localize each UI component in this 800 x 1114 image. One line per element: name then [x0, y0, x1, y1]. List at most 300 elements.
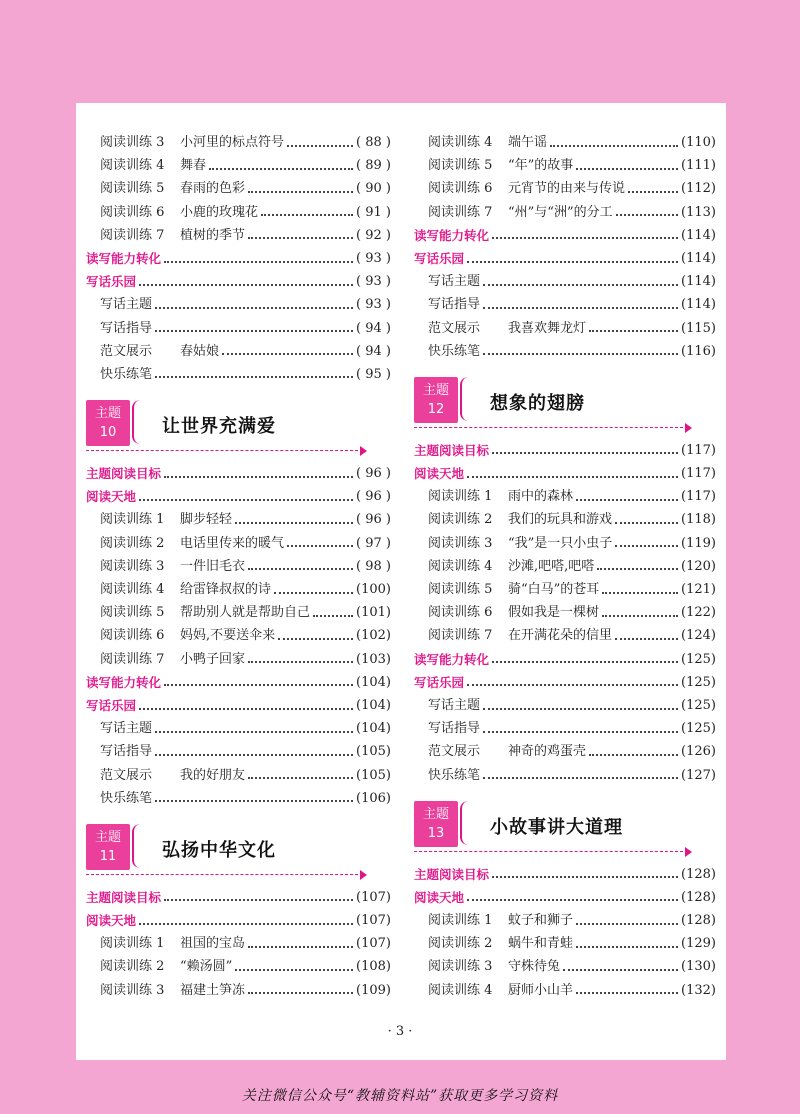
toc-entry-category: 写话指导	[428, 721, 481, 737]
theme-title: 想象的翅膀	[490, 392, 585, 414]
toc-entry-label	[100, 131, 284, 154]
toc-entry-label	[428, 601, 599, 624]
toc-group	[86, 886, 391, 1002]
toc-entry-label	[428, 293, 480, 316]
toc-entry[interactable]	[414, 932, 716, 955]
toc-entry[interactable]	[414, 293, 716, 316]
toc-entry-title: 我们的玩具和游戏	[508, 512, 613, 528]
toc-entry-label	[428, 955, 560, 978]
toc-entry-title: 妈妈,不要送伞来	[180, 628, 276, 644]
toc-entry-label	[100, 340, 219, 363]
dot-leader	[248, 237, 353, 239]
toc-entry-label	[414, 462, 464, 485]
toc-entry-category: 主题阅读目标	[414, 442, 490, 458]
dot-leader	[222, 353, 353, 355]
toc-entry-title: 一件旧毛衣	[180, 558, 246, 574]
dot-leader	[164, 684, 353, 686]
toc-entry-category: 写话主题	[428, 697, 481, 713]
toc-entry[interactable]	[86, 717, 391, 740]
toc-entry-category: 阅读训练 1	[428, 489, 493, 505]
toc-entry-page: (117)	[681, 442, 716, 458]
theme-badge-label: 主题	[94, 829, 121, 845]
dot-leader	[139, 499, 353, 501]
toc-entry-page: (110)	[681, 135, 716, 150]
toc-entry-page: (101)	[356, 605, 391, 621]
toc-entry-page: ( 94 )	[356, 343, 391, 359]
dot-leader	[209, 168, 353, 170]
toc-entry-label	[100, 787, 152, 810]
toc-entry-label	[414, 247, 464, 270]
toc-entry-category: 阅读训练 4	[428, 982, 493, 998]
toc-entry-category: 阅读训练 2	[100, 959, 165, 975]
toc-entry-page: (124)	[681, 628, 716, 644]
toc-entry-page: (105)	[356, 767, 391, 783]
dot-leader	[576, 946, 678, 948]
toc-entry-page: ( 92 )	[356, 227, 391, 243]
toc-entry-page: ( 95 )	[356, 366, 391, 382]
toc-entry[interactable]	[86, 555, 391, 578]
toc-entry[interactable]	[414, 201, 716, 224]
toc-entry-page: (117)	[681, 489, 716, 505]
toc-entry[interactable]	[414, 740, 716, 763]
toc-entry-page: (118)	[681, 512, 716, 528]
toc-section-heading[interactable]	[86, 886, 391, 909]
dashed-arrow-line	[86, 874, 363, 875]
dot-leader	[492, 237, 678, 239]
toc-section-heading[interactable]	[414, 671, 716, 694]
toc-entry-page: ( 96 )	[356, 489, 391, 505]
toc-entry-label	[86, 247, 161, 270]
toc-entry-category: 阅读训练 1	[100, 512, 165, 528]
toc-entry-category: 主题阅读目标	[86, 889, 162, 905]
dot-leader	[483, 731, 678, 733]
toc-entry[interactable]	[414, 717, 716, 740]
toc-entry-title: 在开满花朵的信里	[508, 628, 613, 644]
toc-entry-page: (116)	[681, 343, 716, 359]
toc-entry-page: ( 93 )	[356, 297, 391, 313]
toc-entry-label	[100, 624, 275, 647]
toc-entry[interactable]	[414, 979, 716, 1002]
dot-leader	[589, 330, 678, 332]
toc-entry-page: (121)	[681, 582, 716, 597]
toc-entry-page: (114)	[681, 297, 716, 313]
toc-entry-category: 写话乐园	[86, 274, 137, 290]
toc-entry-label	[100, 363, 152, 386]
arrow-head-icon	[360, 870, 367, 880]
toc-entry-page: ( 93 )	[356, 274, 391, 290]
toc-entry-page: (102)	[356, 628, 391, 644]
toc-entry-category: 范文展示	[100, 767, 153, 783]
theme-badge-number: 10	[99, 425, 117, 441]
toc-entry-category: 阅读训练 2	[428, 936, 493, 952]
toc-entry-category: 写话主题	[428, 274, 481, 290]
dot-leader	[467, 684, 678, 686]
dot-leader	[139, 708, 353, 710]
toc-entry[interactable]	[414, 154, 716, 177]
toc-entry-page: (122)	[681, 605, 716, 621]
toc-entry-category: 主题阅读目标	[414, 866, 490, 882]
toc-entry-label	[100, 224, 245, 247]
dot-leader	[313, 615, 353, 617]
theme-badge	[86, 400, 130, 446]
toc-entry-page: (125)	[681, 721, 716, 737]
toc-entry[interactable]	[414, 955, 716, 978]
toc-entry-category: 阅读训练 3	[428, 535, 493, 551]
dot-leader	[235, 969, 353, 971]
toc-entry[interactable]	[86, 932, 391, 955]
toc-entry-label	[428, 532, 612, 555]
toc-entry-category: 阅读训练 1	[100, 936, 165, 952]
toc-entry-label	[86, 270, 136, 293]
dashed-arrow-line	[414, 427, 688, 428]
toc-entry[interactable]	[86, 764, 391, 787]
theme-title: 弘扬中华文化	[162, 839, 276, 861]
theme-header	[414, 371, 716, 433]
dot-leader	[602, 592, 678, 594]
toc-entry-label	[86, 886, 161, 909]
toc-entry-category: 阅读训练 4	[428, 135, 493, 150]
toc-section-heading[interactable]	[414, 863, 716, 886]
toc-entry[interactable]	[86, 648, 391, 671]
toc-entry-category: 阅读训练 5	[100, 605, 165, 621]
toc-entry-page: (108)	[356, 959, 391, 975]
dot-leader	[287, 545, 353, 547]
toc-entry-category: 读写能力转化	[414, 651, 490, 667]
toc-entry-page: (100)	[356, 582, 391, 597]
toc-entry[interactable]	[86, 201, 391, 224]
toc-entry[interactable]	[86, 624, 391, 647]
theme-badge	[414, 377, 458, 423]
toc-section-heading[interactable]	[86, 485, 391, 508]
toc-entry-title: 蜗牛和青蛙	[508, 936, 574, 952]
toc-entry[interactable]	[414, 624, 716, 647]
toc-entry-category: 阅读训练 7	[428, 628, 493, 644]
toc-entry-category: 阅读天地	[86, 489, 137, 505]
toc-entry-page: (130)	[681, 959, 716, 975]
toc-entry-category: 主题阅读目标	[86, 466, 162, 482]
dot-leader	[563, 969, 678, 971]
dashed-arrow-line	[414, 851, 688, 852]
toc-group	[414, 439, 716, 787]
toc-group	[86, 131, 391, 386]
toc-entry-label	[86, 485, 136, 508]
toc-entry[interactable]	[414, 485, 716, 508]
toc-entry-title: 电话里传来的暖气	[180, 535, 285, 551]
toc-entry-page: (128)	[681, 866, 716, 882]
toc-entry-title: 春姑娘	[180, 343, 220, 359]
dot-leader	[602, 615, 678, 617]
toc-entry-title: 守株待兔	[508, 959, 561, 975]
theme-badge-label: 主题	[94, 406, 121, 422]
toc-entry[interactable]	[86, 740, 391, 763]
toc-entry-label	[100, 932, 245, 955]
toc-entry-page: (107)	[356, 936, 391, 952]
toc-entry-page: (107)	[356, 889, 391, 905]
toc-entry-label	[428, 932, 573, 955]
toc-entry-category: 写话乐园	[86, 697, 137, 713]
toc-section-heading[interactable]	[414, 648, 716, 671]
toc-entry-page: (103)	[356, 651, 391, 667]
dot-leader	[278, 638, 353, 640]
toc-entry-page: (128)	[681, 913, 716, 929]
toc-right-column	[414, 131, 716, 1002]
toc-entry-category: 阅读训练 5	[428, 158, 493, 174]
toc-entry-category: 阅读训练 7	[100, 651, 165, 667]
toc-entry-page: (114)	[681, 227, 716, 243]
toc-entry[interactable]	[414, 532, 716, 555]
dot-leader	[467, 476, 678, 478]
toc-section-heading[interactable]	[86, 247, 391, 270]
toc-entry-page: ( 89 )	[356, 158, 391, 174]
dot-leader	[576, 168, 678, 170]
toc-entry-category: 阅读训练 7	[100, 227, 165, 243]
toc-entry[interactable]	[86, 508, 391, 531]
toc-entry-page: ( 94 )	[356, 320, 391, 336]
dot-leader	[483, 284, 678, 286]
toc-entry-label	[86, 909, 136, 932]
toc-section-heading[interactable]	[86, 462, 391, 485]
toc-entry-label	[414, 886, 464, 909]
toc-entry-page: (125)	[681, 697, 716, 713]
toc-entry-page: (106)	[356, 790, 391, 806]
toc-entry-title: 帮助别人就是帮助自己	[180, 605, 311, 621]
toc-entry[interactable]	[86, 363, 391, 386]
toc-entry-label	[86, 694, 136, 717]
toc-entry-page: (115)	[681, 320, 716, 336]
toc-entry-category: 阅读训练 3	[100, 558, 165, 574]
toc-entry-category: 范文展示	[428, 744, 481, 760]
toc-entry-label	[414, 439, 489, 462]
toc-entry-page: (114)	[681, 274, 716, 290]
arrow-head-icon	[360, 446, 367, 456]
toc-entry[interactable]	[86, 317, 391, 340]
toc-entry[interactable]	[86, 578, 391, 601]
toc-entry-label	[100, 764, 245, 787]
toc-entry-page: ( 93 )	[356, 250, 391, 266]
toc-entry-category: 阅读训练 2	[100, 535, 165, 551]
dot-leader	[576, 499, 678, 501]
toc-left-column	[86, 131, 391, 1002]
toc-entry-title: 我的好朋友	[180, 767, 246, 783]
toc-entry-page: (111)	[681, 158, 716, 174]
dot-leader	[597, 568, 678, 570]
toc-entry[interactable]	[414, 909, 716, 932]
toc-entry-title: 蚊子和狮子	[508, 913, 574, 929]
toc-entry-label	[428, 624, 612, 647]
toc-entry[interactable]	[414, 131, 716, 154]
toc-entry[interactable]	[86, 787, 391, 810]
toc-entry[interactable]	[86, 293, 391, 316]
dot-leader	[615, 638, 678, 640]
toc-entry-page: (120)	[681, 558, 716, 574]
toc-entry-label	[428, 694, 480, 717]
toc-entry-label	[428, 270, 480, 293]
toc-entry-title: “赖汤圆”	[180, 959, 233, 975]
toc-entry-label	[428, 131, 547, 154]
toc-section-heading[interactable]	[414, 247, 716, 270]
toc-group	[414, 863, 716, 1002]
toc-entry-page: (132)	[681, 982, 716, 998]
toc-entry-category: 阅读训练 3	[100, 982, 165, 998]
toc-entry-label	[100, 979, 245, 1002]
toc-entry-label	[414, 671, 464, 694]
dot-leader	[261, 214, 353, 216]
toc-section-heading[interactable]	[86, 909, 391, 932]
toc-entry-page: (114)	[681, 250, 716, 266]
toc-section-heading[interactable]	[414, 439, 716, 462]
toc-entry-category: 阅读训练 3	[428, 959, 493, 975]
toc-section-heading[interactable]	[414, 886, 716, 909]
toc-entry-page: (129)	[681, 936, 716, 952]
toc-entry-category: 阅读天地	[414, 466, 465, 482]
toc-entry-label	[100, 717, 152, 740]
dot-leader	[248, 992, 353, 994]
toc-entry-label	[428, 555, 594, 578]
dot-leader	[164, 899, 353, 901]
toc-entry-title: 我喜欢舞龙灯	[508, 320, 587, 336]
toc-entry-category: 读写能力转化	[414, 227, 490, 243]
toc-entry-label	[100, 293, 152, 316]
bracket-decoration	[460, 377, 474, 421]
toc-entry-category: 阅读训练 6	[100, 628, 165, 644]
toc-entry[interactable]	[414, 694, 716, 717]
toc-entry[interactable]	[86, 177, 391, 200]
toc-entry[interactable]	[414, 601, 716, 624]
toc-entry-page: (113)	[681, 204, 716, 220]
toc-entry[interactable]	[414, 764, 716, 787]
toc-entry-title: 雨中的森林	[508, 489, 574, 505]
toc-entry[interactable]	[86, 154, 391, 177]
toc-entry-title: “年”的故事	[508, 158, 574, 174]
toc-entry-page: (127)	[681, 767, 716, 783]
toc-entry[interactable]	[86, 955, 391, 978]
toc-entry[interactable]	[414, 578, 716, 601]
toc-section-heading[interactable]	[86, 270, 391, 293]
dot-leader	[164, 261, 353, 263]
dot-leader	[139, 923, 353, 925]
dot-leader	[155, 754, 353, 756]
toc-entry-category: 阅读训练 6	[428, 605, 493, 621]
toc-entry[interactable]	[86, 601, 391, 624]
toc-entry[interactable]	[414, 270, 716, 293]
theme-badge-label: 主题	[422, 806, 449, 822]
toc-entry-category: 写话指导	[428, 297, 481, 313]
toc-entry-title: 厨师小山羊	[508, 982, 574, 998]
toc-entry-label	[100, 154, 206, 177]
toc-section-heading[interactable]	[414, 224, 716, 247]
toc-entry-category: 阅读训练 5	[100, 181, 165, 197]
toc-entry-label	[428, 177, 625, 200]
toc-entry-category: 读写能力转化	[86, 250, 162, 266]
dot-leader	[483, 708, 678, 710]
toc-entry-page: ( 98 )	[356, 558, 391, 574]
dot-leader	[483, 307, 678, 309]
toc-entry-title: 给雷锋叔叔的诗	[180, 582, 272, 597]
toc-entry-category: 写话主题	[100, 297, 153, 313]
toc-entry-category: 写话乐园	[414, 674, 465, 690]
toc-section-heading[interactable]	[86, 694, 391, 717]
toc-entry-title: 神奇的鸡蛋壳	[508, 744, 587, 760]
toc-entry-label	[428, 508, 612, 531]
toc-entry-label	[428, 909, 573, 932]
toc-entry[interactable]	[414, 177, 716, 200]
toc-entry-title: 春雨的色彩	[180, 181, 246, 197]
toc-entry[interactable]	[414, 555, 716, 578]
theme-title: 小故事讲大道理	[490, 816, 623, 838]
toc-entry-label	[100, 508, 232, 531]
dot-leader	[492, 452, 678, 454]
toc-entry-page: (104)	[356, 674, 391, 690]
toc-entry-title: 舞春	[180, 158, 207, 174]
toc-entry-page: ( 97 )	[356, 535, 391, 551]
toc-section-heading[interactable]	[414, 462, 716, 485]
toc-entry-page: (125)	[681, 674, 716, 690]
dot-leader	[164, 476, 353, 478]
toc-entry-category: 读写能力转化	[86, 674, 162, 690]
toc-entry-category: 阅读训练 2	[428, 512, 493, 528]
toc-entry-label	[428, 340, 480, 363]
toc-entry-category: 写话乐园	[414, 250, 465, 266]
toc-entry-label	[100, 177, 245, 200]
toc-entry[interactable]	[414, 508, 716, 531]
toc-entry-title: 骑“白马”的苍耳	[508, 582, 600, 597]
toc-entry[interactable]	[86, 532, 391, 555]
dot-leader	[274, 592, 353, 594]
toc-entry-label	[100, 201, 258, 224]
dot-leader	[235, 522, 353, 524]
toc-entry-title: 小鹿的玫瑰花	[180, 204, 259, 220]
toc-entry-label	[414, 224, 489, 247]
dot-leader	[248, 661, 353, 663]
toc-entry-title: 脚步轻轻	[180, 512, 233, 528]
toc-entry-title: “州”与“洲”的分工	[508, 204, 613, 220]
theme-badge-number: 13	[427, 825, 445, 841]
toc-entry[interactable]	[86, 224, 391, 247]
toc-entry-title: 假如我是一棵树	[508, 605, 600, 621]
dashed-arrow-line	[86, 450, 363, 451]
footer-note: 关注微信公众号“教辅资料站”获取更多学习资料	[241, 1088, 559, 1104]
toc-entry-category: 快乐练笔	[428, 343, 481, 359]
toc-entry-label	[428, 317, 586, 340]
toc-entry[interactable]	[414, 317, 716, 340]
bracket-decoration	[132, 400, 146, 444]
bracket-decoration	[132, 824, 146, 868]
toc-entry-page: (125)	[681, 651, 716, 667]
toc-entry[interactable]	[86, 131, 391, 154]
dot-leader	[467, 899, 678, 901]
toc-entry-category: 写话主题	[100, 721, 153, 737]
toc-entry-title: 福建土笋冻	[180, 982, 246, 998]
dot-leader	[483, 353, 678, 355]
toc-entry[interactable]	[86, 340, 391, 363]
toc-entry-label	[428, 764, 480, 787]
toc-entry-page: ( 96 )	[356, 466, 391, 482]
dot-leader	[139, 284, 353, 286]
dot-leader	[155, 376, 353, 378]
dot-leader	[248, 568, 353, 570]
toc-entry-category: 阅读训练 4	[428, 558, 493, 574]
toc-entry-category: 范文展示	[100, 343, 153, 359]
dot-leader	[248, 946, 353, 948]
theme-badge-number: 12	[427, 401, 445, 417]
toc-section-heading[interactable]	[86, 671, 391, 694]
toc-entry[interactable]	[414, 340, 716, 363]
toc-entry-category: 写话指导	[100, 744, 153, 760]
dot-leader	[248, 777, 353, 779]
toc-entry-label	[100, 955, 232, 978]
toc-entry-category: 阅读训练 6	[428, 181, 493, 197]
toc-entry[interactable]	[86, 979, 391, 1002]
